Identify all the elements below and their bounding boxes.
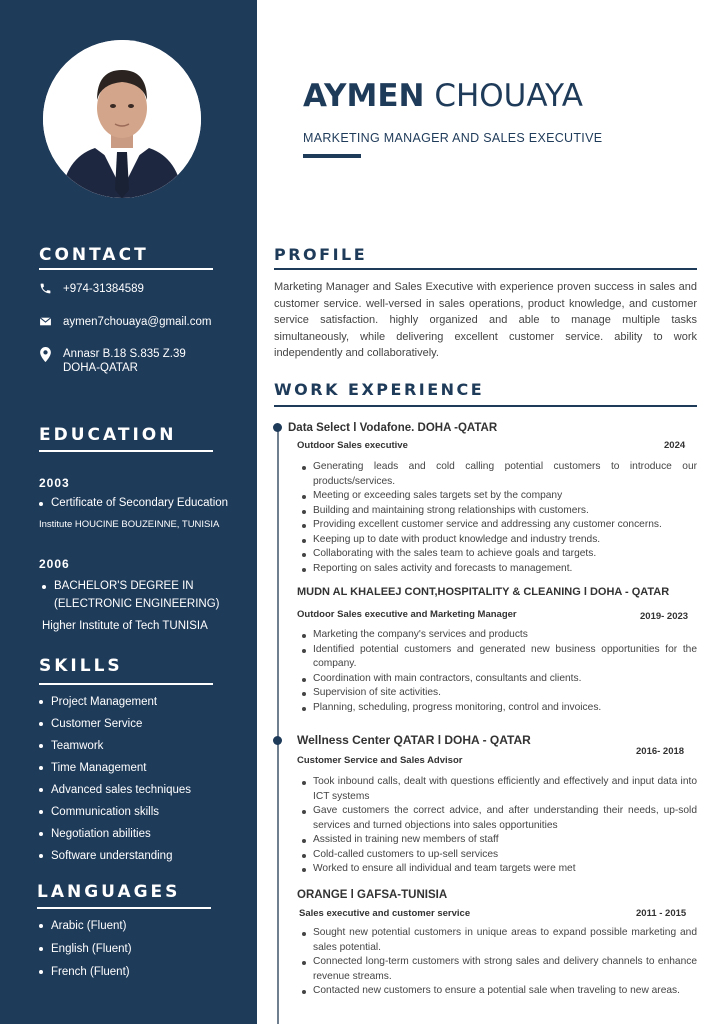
education-heading: EDUCATION bbox=[39, 425, 177, 445]
list-item: Communication skills bbox=[39, 801, 191, 823]
contact-address bbox=[39, 347, 186, 375]
languages-heading: LANGUAGES bbox=[37, 882, 181, 902]
contact-email bbox=[39, 315, 211, 329]
email-icon bbox=[39, 315, 53, 329]
job-dates: 2016- 2018 bbox=[636, 746, 685, 757]
list-item: Time Management bbox=[39, 757, 191, 779]
list-item: Reporting on sales activity and forecasts to management. bbox=[300, 562, 697, 577]
contact-divider bbox=[39, 268, 213, 270]
list-item: Coordination with main contractors, consultants and clients. bbox=[300, 672, 697, 687]
education-year: 2003 bbox=[39, 476, 70, 490]
languages-divider bbox=[37, 907, 211, 909]
job-role: Sales executive and customer service bbox=[299, 908, 471, 919]
job-role: Outdoor Sales executive and Marketing Manager bbox=[297, 609, 517, 620]
list-item: Project Management bbox=[39, 691, 191, 713]
job-company: Wellness Center QATAR l DOHA - QATAR bbox=[297, 733, 531, 747]
contact-heading: CONTACT bbox=[39, 245, 149, 265]
list-item: Providing excellent customer service and addressing any customer concerns. bbox=[300, 518, 697, 533]
job-tasks bbox=[300, 926, 697, 999]
list-item: Took inbound calls, dealt with questions efficiently and effectively and input data into ICT systems bbox=[300, 775, 697, 804]
list-item: Cold-called customers to up-sell services bbox=[300, 848, 697, 863]
job-tasks bbox=[300, 775, 697, 877]
list-item: Assisted in training new members of staff bbox=[300, 833, 697, 848]
list-item: Arabic (Fluent) bbox=[39, 915, 132, 938]
education-institute: Higher Institute of Tech TUNISIA bbox=[42, 620, 208, 632]
job-dates: 2019- 2023 bbox=[640, 611, 689, 622]
skills-list bbox=[39, 691, 191, 867]
timeline-dot bbox=[273, 423, 282, 432]
list-item: Generating leads and cold calling potential customers to introduce our products/services. bbox=[300, 460, 697, 489]
work-experience-heading: WORK EXPERIENCE bbox=[274, 380, 485, 399]
title-accent-bar bbox=[303, 154, 361, 158]
list-item: Marketing the company's services and products bbox=[300, 628, 697, 643]
address-line-1: Annasr B.18 S.835 Z.39 bbox=[63, 348, 186, 360]
phone-icon bbox=[39, 282, 53, 296]
profile-text: Marketing Manager and Sales Executive with experience proven success in sales and customer service. well-versed in sales operations, product knowledge, and customer service satisfaction. highly organized and able to manage multiple tasks simultaneously, while delivering excellent customer service. ability to work independently and collaboratively. bbox=[274, 281, 697, 359]
list-item: Keeping up to date with product knowledge and industry trends. bbox=[300, 533, 697, 548]
list-item: Meeting or exceeding sales targets set by the company bbox=[300, 489, 697, 504]
list-item: Negotiation abilities bbox=[39, 823, 191, 845]
education-year: 2006 bbox=[39, 557, 70, 571]
list-item: Advanced sales techniques bbox=[39, 779, 191, 801]
job-role: Customer Service and Sales Advisor bbox=[297, 755, 463, 766]
first-name: AYMEN bbox=[303, 78, 425, 114]
list-item: Connected long-term customers with strong sales and delivery channels to enhance revenue streams. bbox=[300, 955, 697, 984]
list-item: French (Fluent) bbox=[39, 961, 132, 984]
work-experience-divider bbox=[274, 405, 697, 407]
job-dates: 2024 bbox=[664, 440, 686, 451]
candidate-name bbox=[303, 78, 583, 114]
list-item: Building and maintaining strong relationships with customers. bbox=[300, 504, 697, 519]
timeline-line bbox=[277, 424, 279, 1024]
list-item: Software understanding bbox=[39, 845, 191, 867]
skills-divider bbox=[39, 683, 213, 685]
list-item: Sought new potential customers in unique areas to expand possible marketing and sales potential. bbox=[300, 926, 697, 955]
list-item: Teamwork bbox=[39, 735, 191, 757]
education-divider bbox=[39, 450, 213, 452]
list-item: Contacted new customers to ensure a potential sale when traveling to new areas. bbox=[300, 984, 697, 999]
skills-heading: SKILLS bbox=[39, 656, 123, 676]
sidebar bbox=[0, 0, 257, 1024]
job-tasks bbox=[300, 460, 697, 576]
list-item: Collaborating with the sales team to achieve goals and targets. bbox=[300, 547, 697, 562]
list-item: English (Fluent) bbox=[39, 938, 132, 961]
job-title: MARKETING MANAGER AND SALES EXECUTIVE bbox=[303, 131, 603, 145]
job-role: Outdoor Sales executive bbox=[297, 440, 408, 451]
job-tasks bbox=[300, 628, 697, 715]
education-degree: BACHELOR'S DEGREE IN (ELECTRONIC ENGINEERING) bbox=[42, 577, 220, 613]
job-dates: 2011 - 2015 bbox=[636, 908, 687, 919]
address-line-2: DOHA-QATAR bbox=[63, 362, 138, 374]
contact-phone bbox=[39, 282, 144, 296]
email-address[interactable]: aymen7chouaya@gmail.com bbox=[63, 316, 212, 328]
education-degree: Certificate of Secondary Education bbox=[39, 494, 228, 512]
profile-divider bbox=[274, 268, 697, 270]
profile-photo bbox=[43, 40, 201, 198]
last-name: CHOUAYA bbox=[434, 78, 583, 114]
list-item: Customer Service bbox=[39, 713, 191, 735]
list-item: Gave customers the correct advice, and after understanding their needs, up-sold services and turned objections into sales opportunities bbox=[300, 804, 697, 833]
job-company: MUDN AL KHALEEJ CONT,HOSPITALITY & CLEANING l DOHA - QATAR bbox=[297, 586, 670, 598]
languages-list bbox=[39, 915, 132, 984]
location-pin-icon bbox=[39, 347, 53, 361]
timeline-dot bbox=[273, 736, 282, 745]
education-institute: Institute HOUCINE BOUZEINNE, TUNISIA bbox=[39, 519, 220, 530]
list-item: Planning, scheduling, progress monitoring, control and invoices. bbox=[300, 701, 697, 716]
list-item: Identified potential customers and generated new business opportunities for the company. bbox=[300, 643, 697, 672]
phone-number[interactable]: +974-31384589 bbox=[63, 283, 144, 295]
job-company: Data Select l Vodafone. DOHA -QATAR bbox=[288, 422, 498, 434]
profile-heading: PROFILE bbox=[274, 245, 368, 264]
job-company: ORANGE l GAFSA-TUNISIA bbox=[297, 889, 448, 901]
list-item: Supervision of site activities. bbox=[300, 686, 697, 701]
list-item: Worked to ensure all individual and team targets were met bbox=[300, 862, 697, 877]
